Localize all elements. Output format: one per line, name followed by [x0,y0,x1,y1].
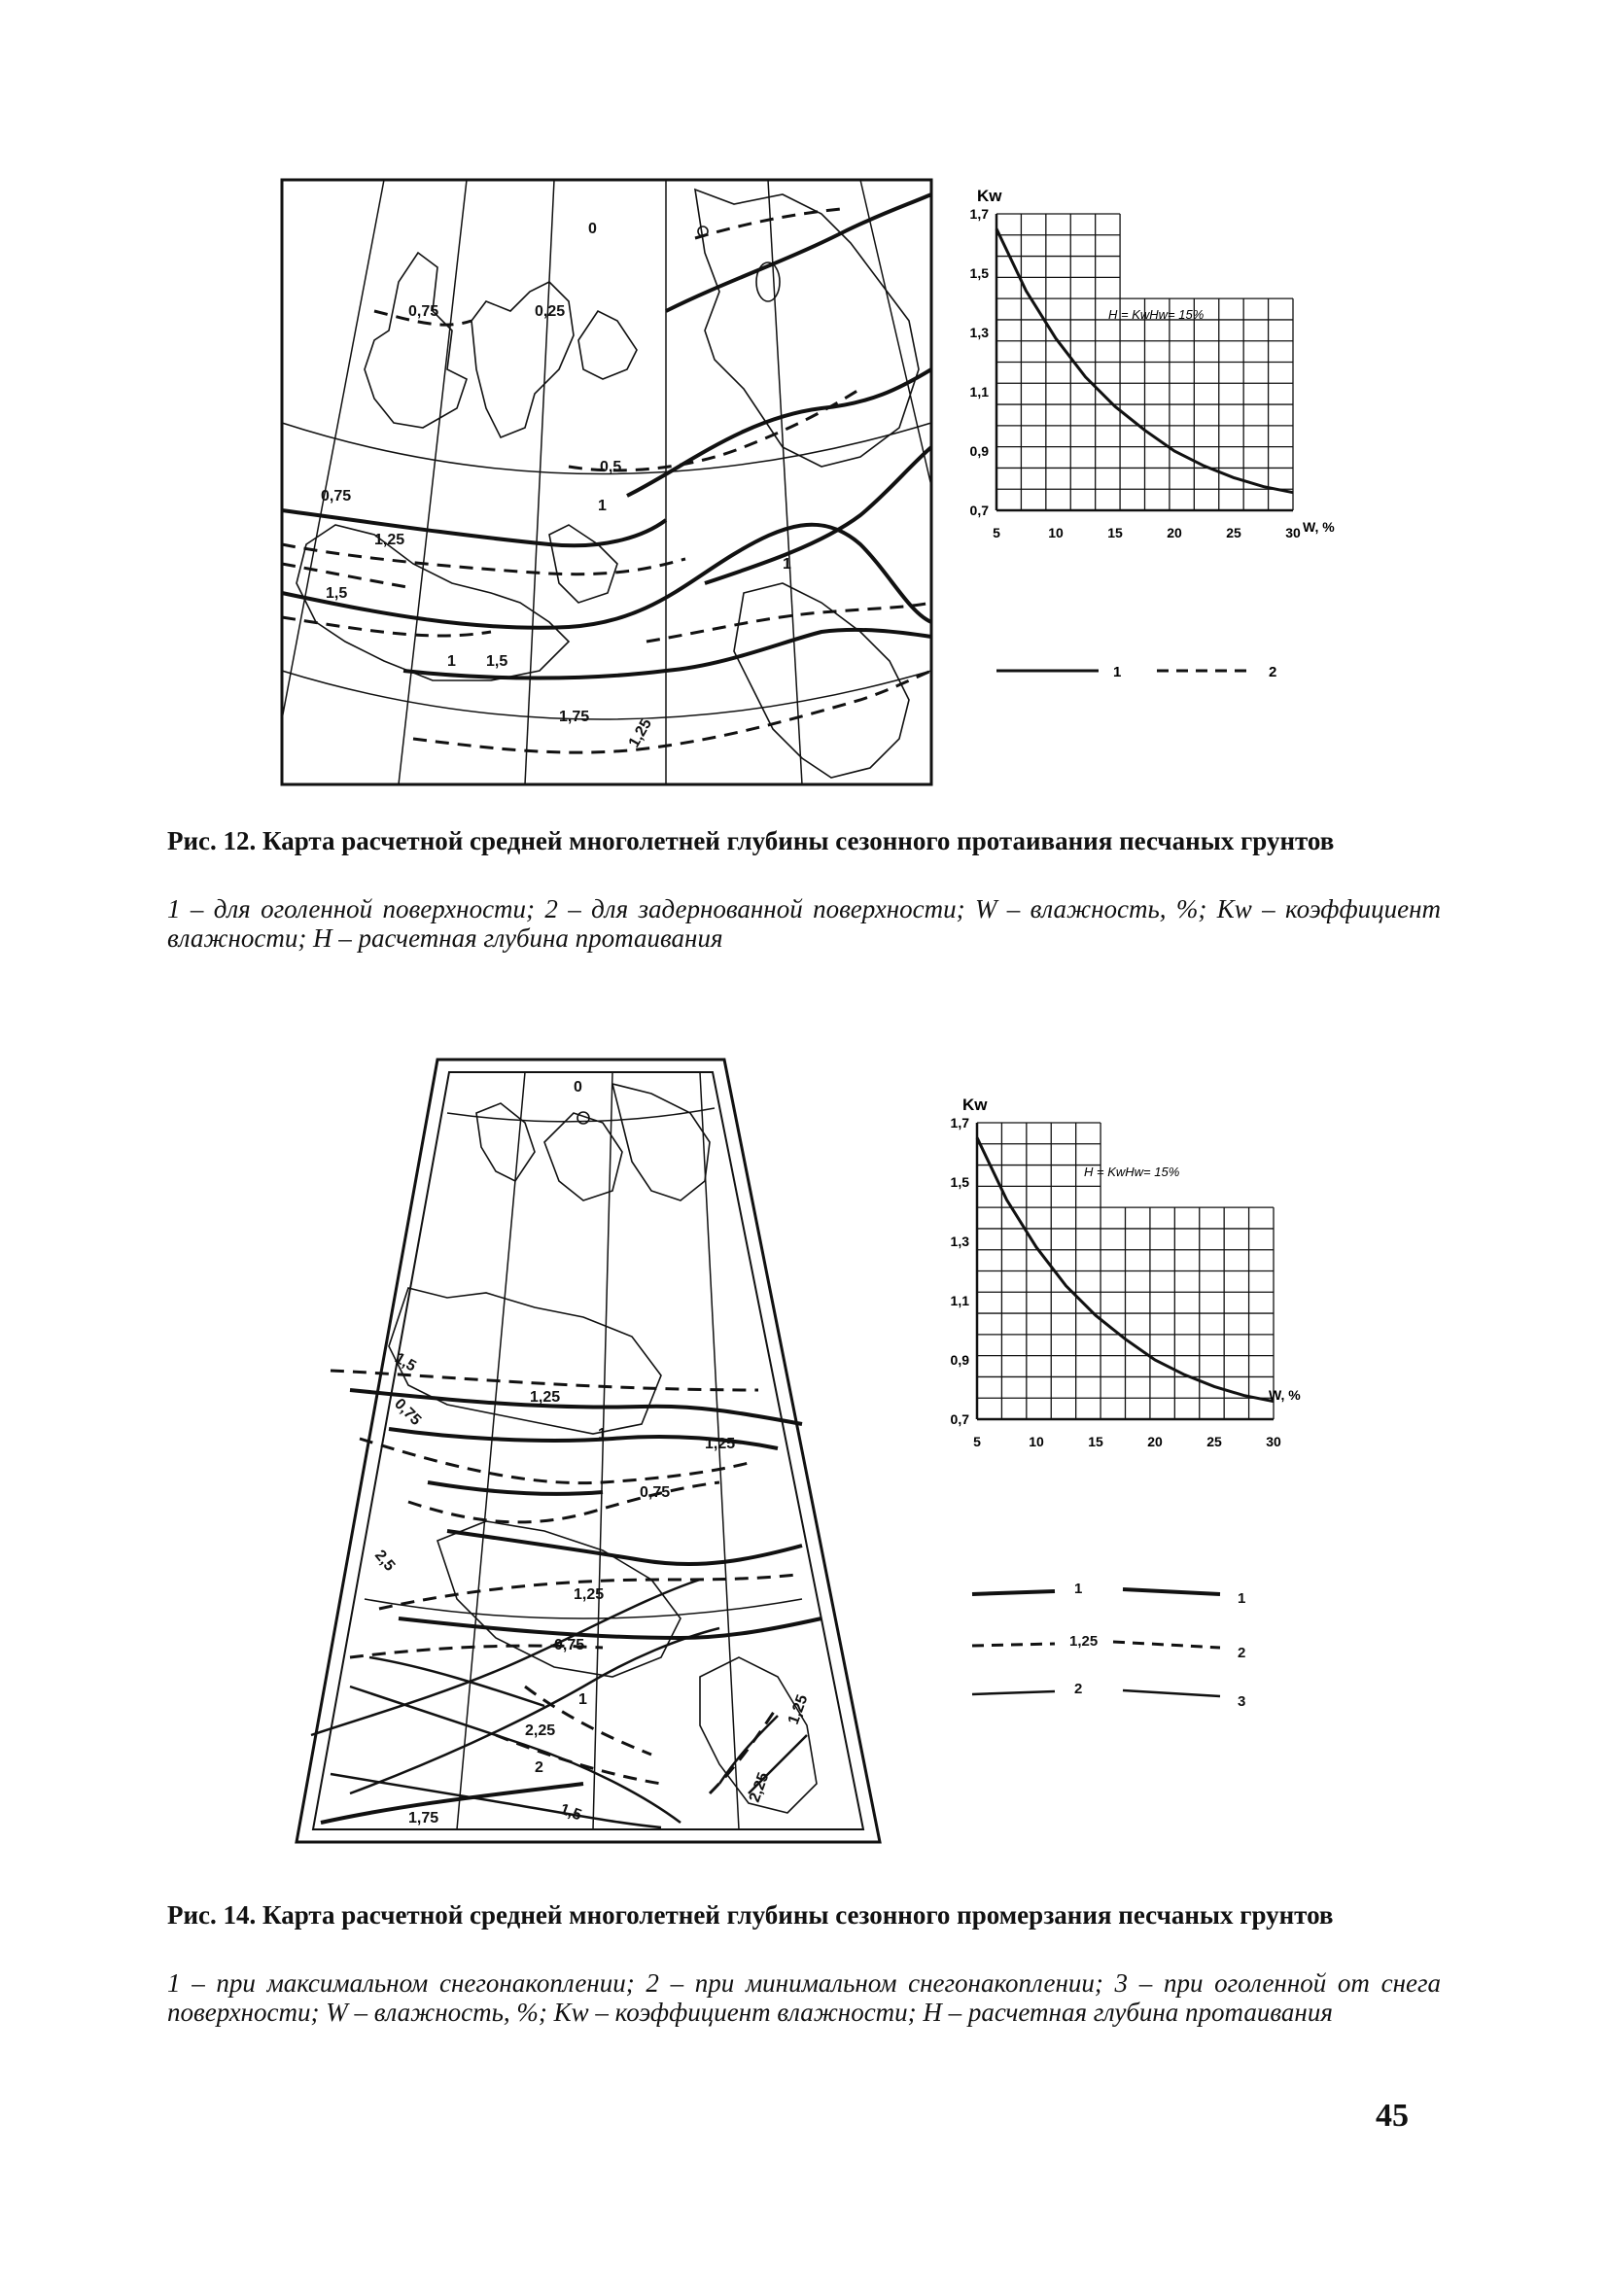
y-tick-label: 1,7 [950,1115,969,1131]
legend-num: 3 [1238,1693,1246,1710]
map-label: 1,25 [574,1586,605,1603]
map-label: 1,75 [559,709,590,725]
x-tick-label: 10 [1048,525,1064,540]
map-label: 0,25 [535,303,566,320]
x-tick-label: 10 [1029,1434,1044,1449]
map-label: 1 [598,1426,607,1443]
y-tick-label: 1,3 [969,325,989,340]
x-tick-label: 20 [1147,1434,1163,1449]
figure12-legend [992,651,1322,690]
figure12-caption-title: Рис. 12. Карта расчетной средней многолетней глубины сезонного протаивания песчаных грунтов [167,826,1335,855]
legend-num: 1 [1238,1590,1246,1607]
y-tick-label: 1,7 [969,206,989,222]
legend-iso: 1 [1074,1581,1083,1597]
map-label: 1,75 [408,1810,439,1826]
map-label: 1,25 [625,715,656,750]
chart-grid [996,214,1293,510]
x-tick-label: 5 [973,1434,981,1449]
chart-ylabel: Kw [962,1096,988,1114]
y-tick-label: 0,7 [950,1411,969,1427]
map-label: 1,25 [530,1389,561,1406]
x-tick-label: 25 [1206,1434,1222,1449]
x-tick-label: 15 [1107,525,1123,540]
map-label: 2,5 [370,1547,399,1575]
y-tick-label: 1,5 [950,1174,969,1190]
x-tick-label: 5 [993,525,1000,540]
map-label: 0,5 [600,459,622,475]
map-label: 1,25 [785,1692,812,1727]
chart-xlabel: W, % [1303,519,1335,535]
map-label: 0 [574,1079,582,1096]
y-tick-label: 1,1 [950,1293,969,1308]
x-tick-label: 20 [1167,525,1182,540]
map-label: 1 [447,653,456,670]
figure14-legend [967,1570,1278,1721]
y-tick-label: 1,3 [950,1234,969,1249]
x-tick-label: 25 [1226,525,1241,540]
map-label: 1 [783,556,791,573]
chart-annotation: H = KwHw= 15% [1108,307,1205,322]
map-label: 0,75 [554,1637,585,1653]
x-tick-label: 30 [1266,1434,1281,1449]
legend-label: 1 [1113,664,1122,680]
map-label: 0,75 [391,1395,425,1429]
legend-iso: 1,25 [1069,1633,1099,1650]
figure14-kw-chart [933,1089,1342,1497]
y-tick-label: 0,9 [950,1352,969,1368]
map-label: 2,25 [746,1770,773,1805]
map-label: 1,5 [392,1349,419,1375]
x-tick-label: 30 [1285,525,1301,540]
map-label: 0 [588,221,597,237]
figure14-map [292,1055,894,1852]
figure12-kw-chart [953,180,1361,588]
legend-iso: 2 [1074,1681,1083,1697]
figure12-caption-body: 1 – для оголенной поверхности; 2 – для задернованной поверхности; W – влажность, %; Kw – коэффициент влажности; H – расчетная глубина протаивания [167,894,1441,953]
y-tick-label: 1,5 [969,265,989,281]
y-tick-label: 0,9 [969,443,989,459]
chart-xlabel: W, % [1269,1387,1301,1403]
figure14-caption-title: Рис. 14. Карта расчетной средней многолетней глубины сезонного промерзания песчаных грунтов [167,1900,1334,1930]
map-label: 1,5 [486,653,508,670]
y-tick-label: 0,7 [969,503,989,518]
legend-label: 2 [1269,664,1277,680]
chart-ylabel: Kw [977,187,1002,205]
page-number: 45 [1376,2098,1409,2134]
legend-num: 2 [1238,1645,1246,1661]
map-label: 0,75 [321,488,352,504]
map-label: 1,5 [326,585,348,602]
map-label: 1,25 [705,1436,736,1452]
map-label: 1 [578,1691,587,1708]
y-tick-label: 1,1 [969,384,989,400]
map-label: 0,75 [408,303,439,320]
chart-annotation: H = KwHw= 15% [1084,1165,1180,1179]
map-label: 0,75 [640,1484,671,1501]
map-label: 2 [535,1759,543,1776]
map-label: 2,25 [525,1722,556,1739]
figure12-map [277,175,938,792]
map-label: 1 [598,498,607,514]
map-label: 1,5 [557,1800,584,1825]
map-label: 1,25 [374,532,405,548]
x-tick-label: 15 [1088,1434,1103,1449]
figure14-caption-body: 1 – при максимальном снегонакоплении; 2 – при минимальном снегонакоплении; 3 – при оголенной от снега поверхности; W – влажность, %; Kw – коэффициент влажности; H – расчетная глубина протаивания [167,1968,1441,2027]
